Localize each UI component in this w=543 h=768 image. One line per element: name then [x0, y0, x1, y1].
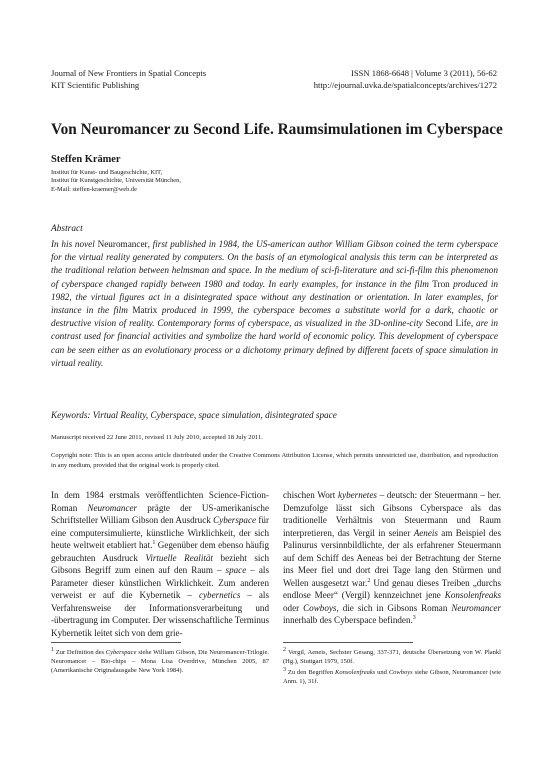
footnote-text: Vergil, Aeneis, Sechster Gesang, 337-371, deutsche Übersetzung von W. Plankl (Hg.), Stuttgart 1979, 150f.: [283, 649, 501, 665]
footnote-text: siehe Gibson, Neuromancer (wie Anm. 1), 31f.: [283, 669, 501, 685]
body-text: In dem 1984 erstmals veröffentlichten Science-Fiction-Roman: [51, 490, 269, 513]
footnote-marker[interactable]: 1: [152, 539, 156, 546]
abstract-segment: produced in 1999, the cyberspace becomes a substitute world for a dark, chaotic or destructive vision of reality. Contemporary forms of cyberspace, as visualized in the 3D-online-city: [51, 305, 498, 329]
body-text: – deutsch: der Steuermann – her. Demzufolge lässt sich Gibsons Cyberspace als das traditionelle Verhältnis von Steuermann und Raum interpretieren, das Vergil in seiner: [283, 490, 502, 538]
manuscript-dates: Manuscript received 22 June 2011, revised 11 July 2010, accepted 18 July 2011.: [51, 434, 263, 441]
footnote-3: [283, 668, 501, 686]
footnote-1: [51, 648, 269, 675]
body-column-left: [51, 489, 269, 639]
footnote-number: 1: [51, 646, 54, 653]
footnote-number: 2: [283, 646, 286, 653]
body-italic: Aeneis: [413, 527, 438, 538]
body-text: oder: [283, 602, 304, 613]
author-name: Steffen Krämer: [51, 154, 121, 165]
running-header-right: [314, 67, 497, 91]
body-italic: Neuromancer: [87, 502, 138, 513]
body-text: , die sich in Gibsons Roman: [336, 602, 452, 613]
body-italic: Konsolenfreaks: [444, 590, 501, 600]
body-text: bezieht sich Gibsons Begriff zum einen auf den Raum –: [51, 552, 269, 575]
author-affiliations: [51, 169, 181, 194]
body-text: am Beispiel des Palinurus versinnbildlichte, der als erfahrener Steuermann auf dem Schiff des Aeneas bei der Betrachtung der Sterne ins Meer fiel und dort drei Tage lang den Stürmen und Wellen ausgesetzt war.: [283, 527, 501, 588]
body-italic: space: [225, 565, 247, 575]
footnote-italic: Cowboys: [388, 669, 413, 676]
body-text: Und genau dieses Treiben „durchs endlose Meer“ (Vergil) kennzeichnet jene: [283, 577, 501, 600]
footnote-text: und: [375, 669, 389, 676]
footnote-divider: [283, 642, 413, 643]
abstract-segment: , first published in 1984, the US-american author William Gibson coined the term cyberspace for the virtual reality generated by computers. On the basis of an etymological analysis this term can be interpreted as the traditional relation between helmsman and space. In the medium of sci-fi-literature and sci-fi-film this phenomenon of cyberspace changed rapidly between 1980 and today. In early examples, for instance in the film: [51, 239, 498, 289]
abstract-text: [51, 238, 498, 370]
issn-volume: ISSN 1868-6648 | Volume 3 (2011), 56-62: [351, 68, 497, 78]
footnote-text: siehe William Gibson, Die Neuromancer-Trilogie. Neuromancer – Bio-chips – Mona Lisa Overdrive, München 2005, 87 (Amerikanische Originalausgabe New York 1984).: [51, 649, 269, 674]
abstract-segment: In his novel: [51, 239, 98, 249]
body-text: prägte der US-amerikanische Schriftsteller William Gibson den Ausdruck: [51, 502, 269, 525]
abstract-title-ref: Neuromancer: [97, 239, 148, 249]
affiliation-line: Institut für Kunstgeschichte, Universität München,: [51, 177, 181, 185]
running-header-left: [51, 67, 206, 91]
body-text: Gegenüber dem ebenso häufig gebrauchten Ausdruck: [51, 540, 269, 563]
footnote-italic: Konsolenfreaks: [335, 669, 376, 676]
abstract-title-ref: Second Life: [425, 318, 471, 329]
body-italic: Cowboys: [303, 602, 337, 613]
body-italic: Neuromancer: [451, 602, 501, 613]
copyright-note: Copyright note: This is an open access article distributed under the Creative Commons Attribution License, which permits unrestricted use, distribution, and reproduction in any medium, provided that the original work is properly cited.: [51, 452, 498, 469]
paper-title: Von Neuromancer zu Second Life. Raumsimulationen im Cyberspace: [51, 121, 503, 138]
journal-name: Journal of New Frontiers in Spatial Concepts: [51, 68, 207, 78]
footnote-marker[interactable]: 3: [412, 614, 416, 621]
body-text: – als Verfahrensweise der Informationsverarbeitung und -übertragung im Computer. Der wissenschaftliche Terminus Kybernetik leitet sich von dem grie-: [51, 590, 269, 638]
footnote-marker[interactable]: 2: [367, 577, 371, 584]
footnote-text: Zur Definition des: [54, 649, 106, 656]
body-italic: kybernetes: [338, 490, 377, 500]
affiliation-line: Institut für Kunst- und Baugeschichte, KIT,: [51, 169, 163, 176]
article-url[interactable]: http://ejournal.uvka.de/spatialconcepts/archives/1272: [313, 80, 497, 90]
footnote-divider: [51, 642, 181, 643]
body-column-right: [283, 489, 501, 627]
abstract-segment: produced in 1982, the virtual figures act in a disintegrated space without any destination or orientation. In later examples, for instance in the film: [51, 278, 498, 316]
abstract-heading: Abstract: [51, 224, 83, 234]
abstract-segment: , are in contrast used for financial activities and symbolize the hard world of economic policy. This development of cyberspace can be seen either as an evolutionary process or a dichotomy primary defined by different facets of space simulation in virtual reality.: [51, 318, 498, 368]
footnote-italic: Cyberspace: [105, 649, 137, 656]
body-italic: Cyberspace: [213, 515, 257, 525]
body-text: chischen Wort: [283, 490, 339, 500]
footnote-number: 3: [283, 666, 286, 673]
author-email: E-Mail: steffen-kraemer@web.de: [51, 185, 137, 193]
body-text: für eine computersimulierte, künstliche Wirklichkeit, der sich heute weltweit etabliert hat.: [51, 515, 269, 550]
footnote-2: [283, 648, 501, 666]
keywords-line: Keywords: Virtual Reality, Cyberspace, space simulation, disintegrated space: [51, 410, 337, 420]
body-text: – als Parameter dieser künstlichen Wirklichkeit. Zum anderen verweist er auf die Kybernetik –: [51, 565, 269, 600]
body-italic: Virtuelle Realität: [145, 552, 213, 563]
abstract-title-ref: Tron: [432, 278, 450, 289]
footnote-text: Zu den Begriffen: [286, 669, 336, 676]
body-italic: cybernetics: [198, 590, 241, 600]
body-text: innerhalb des Cyberspace befinden.: [283, 615, 413, 625]
abstract-title-ref: Matrix: [132, 305, 158, 316]
publisher-name: KIT Scientific Publishing: [51, 80, 140, 90]
